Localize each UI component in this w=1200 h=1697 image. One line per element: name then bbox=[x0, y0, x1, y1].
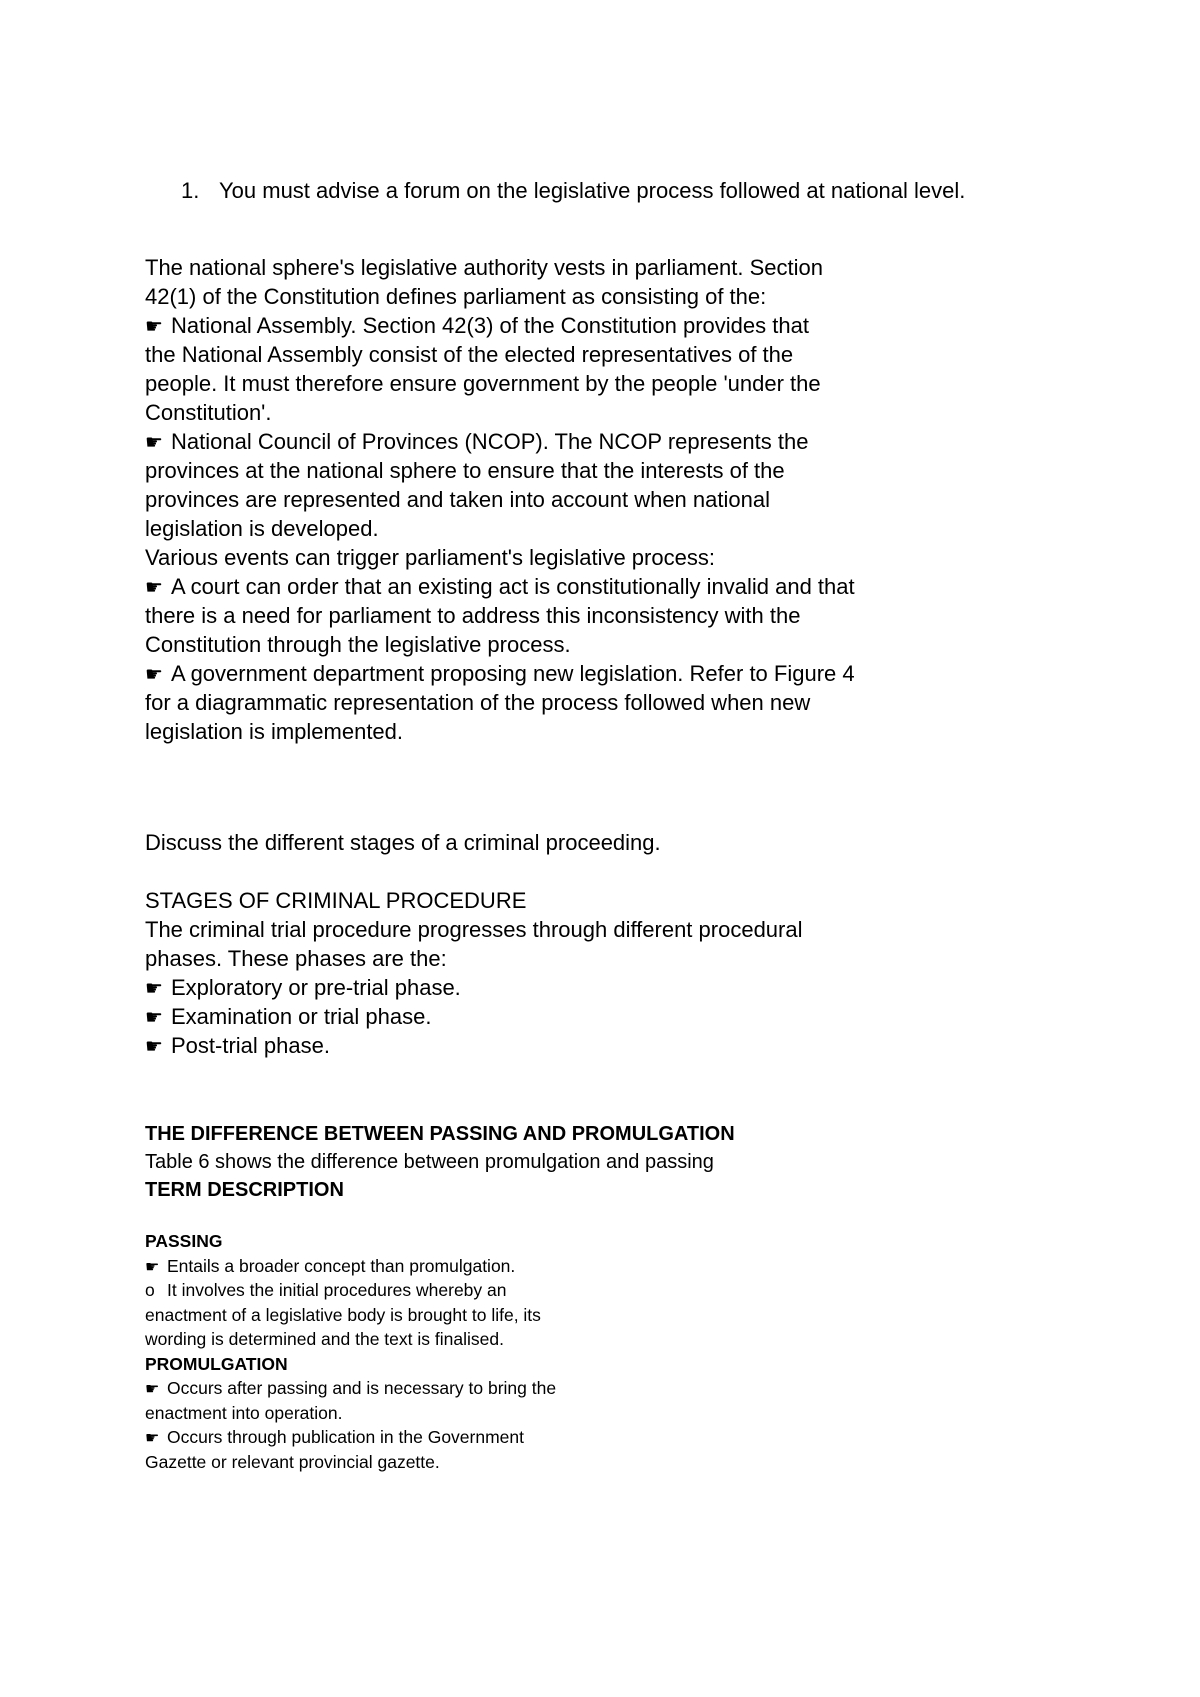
paragraph-line: Various events can trigger parliament's legislative process: bbox=[145, 545, 715, 570]
paragraph-line: Constitution through the legislative process. bbox=[145, 632, 571, 657]
bullet-item: ☛ A court can order that an existing act is constitutionally invalid and that bbox=[145, 572, 855, 601]
circle-bullet-icon: o bbox=[145, 1280, 155, 1300]
paragraph-line: 42(1) of the Constitution defines parliament as consisting of the: bbox=[145, 284, 767, 309]
paragraph-line: the National Assembly consist of the elected representatives of the bbox=[145, 342, 794, 367]
pointing-hand-icon: ☛ bbox=[145, 1036, 163, 1058]
term-promulgation: PROMULGATION bbox=[145, 1353, 288, 1374]
pointing-hand-icon: ☛ bbox=[145, 577, 163, 599]
sub-bullet-item: o It involves the initial procedures whereby an bbox=[145, 1278, 556, 1303]
pointing-hand-icon: ☛ bbox=[145, 1258, 160, 1276]
question-number: 1. bbox=[181, 178, 200, 203]
pointing-hand-icon: ☛ bbox=[145, 1430, 160, 1447]
paragraph-line: enactment of a legislative body is brought to life, its bbox=[145, 1304, 541, 1325]
bullet-item: ☛ Entails a broader concept than promulgation. bbox=[145, 1254, 556, 1279]
paragraph-line: The criminal trial procedure progresses through different procedural bbox=[145, 917, 803, 942]
paragraph-line: provinces at the national sphere to ensure that the interests of the bbox=[145, 458, 785, 483]
paragraph-line: Gazette or relevant provincial gazette. bbox=[145, 1451, 440, 1472]
paragraph-line: people. It must therefore ensure government by the people 'under the bbox=[145, 371, 821, 396]
passing-promulgation-section bbox=[145, 1120, 735, 1204]
paragraph-line: legislation is developed. bbox=[145, 516, 379, 541]
pointing-hand-icon: ☛ bbox=[145, 978, 163, 1000]
phase-item: ☛ Exploratory or pre-trial phase. bbox=[145, 973, 803, 1002]
bullet-item: ☛ National Assembly. Section 42(3) of the Constitution provides that bbox=[145, 311, 855, 340]
paragraph-line: Constitution'. bbox=[145, 400, 272, 425]
question-text: You must advise a forum on the legislative process followed at national level. bbox=[219, 178, 966, 203]
term-passing: PASSING bbox=[145, 1231, 223, 1251]
legislative-authority-section bbox=[145, 253, 855, 746]
pointing-hand-icon: ☛ bbox=[145, 1381, 160, 1398]
pointing-hand-icon: ☛ bbox=[145, 664, 163, 686]
bullet-item: ☛ National Council of Provinces (NCOP). The NCOP represents the bbox=[145, 427, 855, 456]
paragraph-line: there is a need for parliament to address this inconsistency with the bbox=[145, 603, 801, 628]
paragraph-line: phases. These phases are the: bbox=[145, 946, 447, 971]
bullet-item: ☛ Occurs through publication in the Government bbox=[145, 1425, 556, 1450]
phase-item: ☛ Post-trial phase. bbox=[145, 1031, 803, 1060]
pointing-hand-icon: ☛ bbox=[145, 1007, 163, 1029]
paragraph-line: enactment into operation. bbox=[145, 1402, 343, 1423]
paragraph-line: The national sphere's legislative authority vests in parliament. Section bbox=[145, 255, 824, 280]
paragraph-line: for a diagrammatic representation of the process followed when new bbox=[145, 690, 811, 715]
criminal-procedure-section bbox=[145, 886, 803, 1060]
question-text: Discuss the different stages of a criminal proceeding. bbox=[145, 830, 661, 855]
table-caption: Table 6 shows the difference between promulgation and passing bbox=[145, 1151, 714, 1173]
paragraph-line: wording is determined and the text is finalised. bbox=[145, 1329, 504, 1349]
table-header: TERM DESCRIPTION bbox=[145, 1179, 344, 1201]
section-heading: STAGES OF CRIMINAL PROCEDURE bbox=[145, 888, 527, 913]
pointing-hand-icon: ☛ bbox=[145, 316, 163, 338]
question-1 bbox=[181, 176, 965, 205]
bullet-item: ☛ A government department proposing new legislation. Refer to Figure 4 bbox=[145, 659, 855, 688]
definition-table bbox=[145, 1229, 556, 1474]
pointing-hand-icon: ☛ bbox=[145, 432, 163, 454]
bullet-item: ☛ Occurs after passing and is necessary to bring the bbox=[145, 1376, 556, 1401]
phase-item: ☛ Examination or trial phase. bbox=[145, 1002, 803, 1031]
paragraph-line: legislation is implemented. bbox=[145, 719, 404, 744]
paragraph-line: provinces are represented and taken into account when national bbox=[145, 487, 770, 512]
question-2 bbox=[145, 828, 661, 857]
section-heading: THE DIFFERENCE BETWEEN PASSING AND PROMULGATION bbox=[145, 1123, 735, 1145]
